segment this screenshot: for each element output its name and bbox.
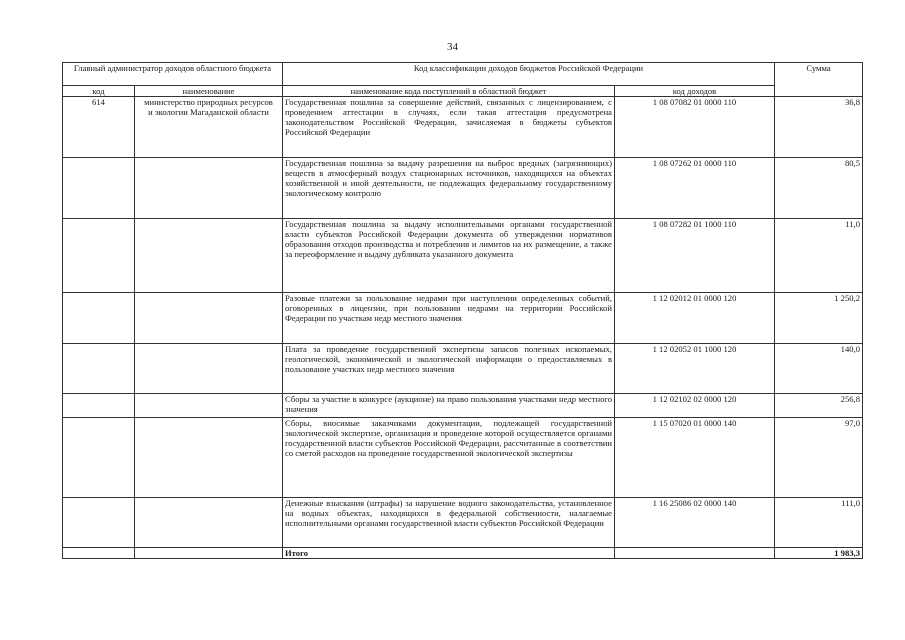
empty-name-cell bbox=[135, 158, 283, 219]
revenue-sum: 36,8 bbox=[775, 97, 863, 158]
header-col-name: наименование bbox=[135, 86, 283, 97]
revenue-sum: 111,0 bbox=[775, 498, 863, 548]
table-row bbox=[63, 498, 863, 548]
empty-name-cell bbox=[135, 418, 283, 498]
page-number: 34 bbox=[447, 41, 458, 53]
revenue-sum: 97,0 bbox=[775, 418, 863, 498]
revenue-item-name: Разовые платежи за пользование недрами при наступлении определенных событий, оговоренных в лицензии, при пользовании недрами на территории Российской Федерации по участкам недр местного значения bbox=[283, 293, 615, 344]
empty-code-cell bbox=[63, 394, 135, 418]
revenue-item-name: Государственная пошлина за совершение действий, связанных с лицензированием, с проведением аттестации в случаях, если такая аттестация предусмотрена законодательством Российской Федерации, зачисляемая в бюджеты субъектов Российской Федерации bbox=[283, 97, 615, 158]
empty-code-cell bbox=[63, 219, 135, 293]
revenue-sum: 11,0 bbox=[775, 219, 863, 293]
empty-code-cell bbox=[63, 344, 135, 394]
table-row bbox=[63, 219, 863, 293]
revenue-code: 1 12 02102 02 0000 120 bbox=[615, 394, 775, 418]
table-row bbox=[63, 158, 863, 219]
revenue-sum: 80,5 bbox=[775, 158, 863, 219]
header-col-item-name: наименование кода поступлений в областной бюджет bbox=[283, 86, 615, 97]
table-row bbox=[63, 394, 863, 418]
empty-code-cell bbox=[63, 293, 135, 344]
revenue-code: 1 15 07020 01 0000 140 bbox=[615, 418, 775, 498]
revenue-sum: 256,8 bbox=[775, 394, 863, 418]
revenue-code: 1 12 02012 01 0000 120 bbox=[615, 293, 775, 344]
total-sum: 1 983,3 bbox=[775, 548, 863, 559]
header-classification: Код классификации доходов бюджетов Российской Федерации bbox=[283, 63, 775, 86]
header-row bbox=[63, 63, 863, 86]
header-admin: Главный администратор доходов областного бюджета bbox=[63, 63, 283, 86]
empty-code-cell bbox=[63, 548, 135, 559]
table-row bbox=[63, 418, 863, 498]
table-row bbox=[63, 344, 863, 394]
revenue-sum: 140,0 bbox=[775, 344, 863, 394]
revenue-item-name: Государственная пошлина за выдачу разрешения на выброс вредных (загрязняющих) веществ в атмосферный воздух стационарных источников, находящихся на объектах хозяйственной и иной деятельности, не подлежащих федеральному государственному экологическому контролю bbox=[283, 158, 615, 219]
admin-name: министерство природных ресурсов и экологии Магаданской области bbox=[135, 97, 283, 158]
revenue-sum: 1 250,2 bbox=[775, 293, 863, 344]
total-label: Итого bbox=[283, 548, 615, 559]
header-sum: Сумма bbox=[775, 63, 863, 97]
revenue-item-name: Плата за проведение государственной экспертизы запасов полезных ископаемых, геологической, экономической и экологической информации о предоставляемых в пользование участках недр местного значения bbox=[283, 344, 615, 394]
empty-name-cell bbox=[135, 548, 283, 559]
table-row bbox=[63, 293, 863, 344]
revenue-code: 1 16 25086 02 0000 140 bbox=[615, 498, 775, 548]
empty-revenue-code-cell bbox=[615, 548, 775, 559]
empty-name-cell bbox=[135, 219, 283, 293]
revenue-code: 1 08 07282 01 1000 110 bbox=[615, 219, 775, 293]
revenue-code: 1 08 07082 01 0000 110 bbox=[615, 97, 775, 158]
empty-name-cell bbox=[135, 498, 283, 548]
revenue-item-name: Денежные взыскания (штрафы) за нарушение водного законодательства, установленное на водных объектах, находящихся в федеральной собственности, налагаемые исполнительными органами государственной власти субъектов Российской Федерации bbox=[283, 498, 615, 548]
header-col-code: код bbox=[63, 86, 135, 97]
revenue-code: 1 08 07262 01 0000 110 bbox=[615, 158, 775, 219]
revenue-code: 1 12 02052 01 1000 120 bbox=[615, 344, 775, 394]
revenue-item-name: Государственная пошлина за выдачу исполнительными органами государственной власти субъектов Российской Федерации документа об утверждении нормативов образования отходов производства и потребления и лимитов на их размещение, а также за переоформление и выдачу дубликата указанного документа bbox=[283, 219, 615, 293]
revenue-item-name: Сборы за участие в конкурсе (аукционе) на право пользования участками недр местного значения bbox=[283, 394, 615, 418]
empty-name-cell bbox=[135, 344, 283, 394]
total-row bbox=[63, 548, 863, 559]
empty-name-cell bbox=[135, 394, 283, 418]
subheader-row bbox=[63, 86, 863, 97]
table-row bbox=[63, 97, 863, 158]
empty-code-cell bbox=[63, 498, 135, 548]
empty-code-cell bbox=[63, 158, 135, 219]
admin-code: 614 bbox=[63, 97, 135, 158]
empty-name-cell bbox=[135, 293, 283, 344]
revenue-item-name: Сборы, вносимые заказчиками документации, подлежащей государственной экологической экспертизе, организация и проведение которой осуществляется органами государственной власти субъектов Российской Федерации, рассчитанные в соответствии со сметой расходов на проведение государственной экологической экспертизы bbox=[283, 418, 615, 498]
empty-code-cell bbox=[63, 418, 135, 498]
revenue-table bbox=[62, 62, 863, 559]
header-col-revenue-code: код доходов bbox=[615, 86, 775, 97]
